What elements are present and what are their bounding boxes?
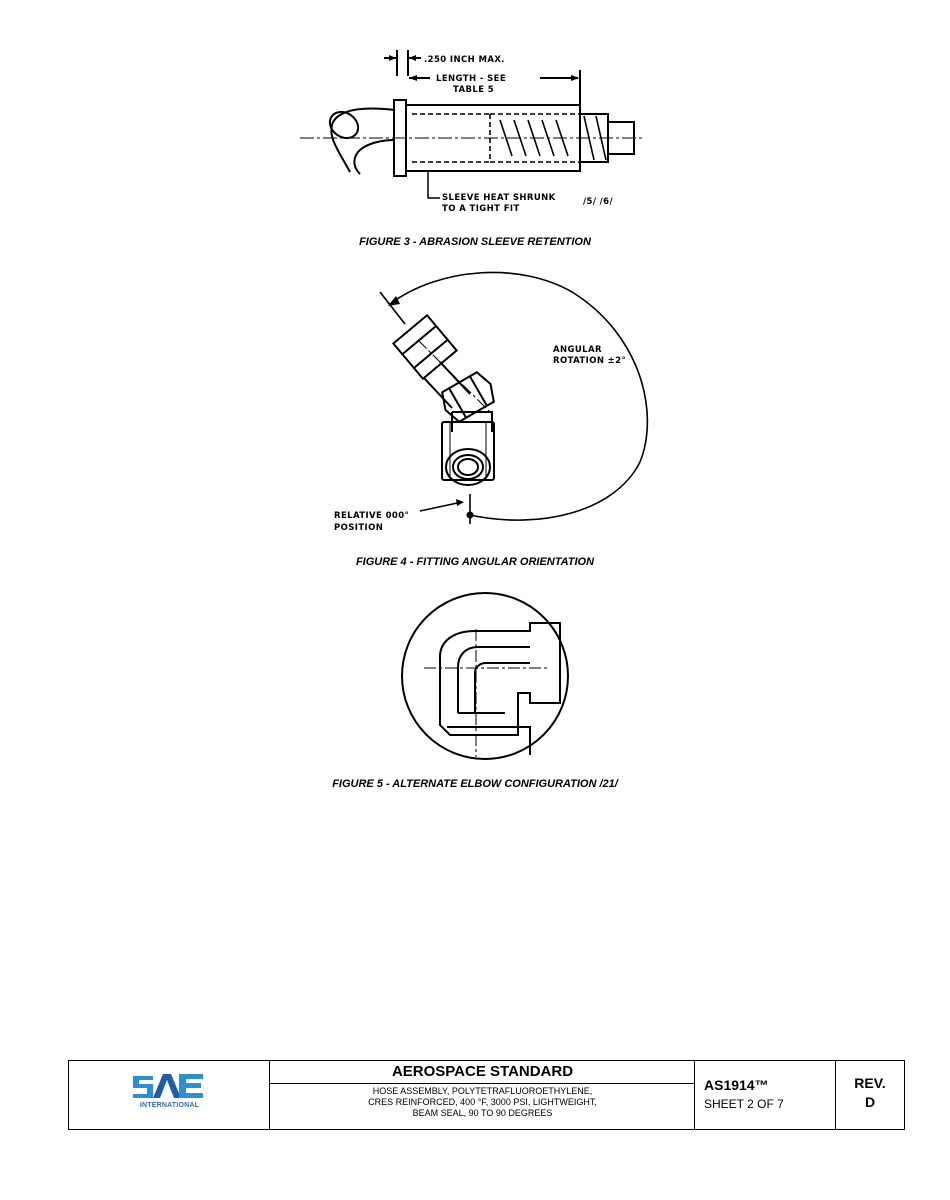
relative-label-line2: POSITION [334, 523, 384, 533]
title-block [68, 1060, 905, 1130]
document-cell [695, 1061, 836, 1129]
revision-value: D [864, 1094, 876, 1110]
sleeve-note-line1: SLEEVE HEAT SHRUNK [442, 193, 556, 203]
figure-5-caption: FIGURE 5 - ALTERNATE ELBOW CONFIGURATION /21/ [332, 778, 618, 790]
dim-max-label: .250 INCH MAX. [424, 55, 505, 65]
relative-label-line1: RELATIVE 000° [334, 511, 410, 521]
flag-notes: /5/ /6/ [583, 197, 614, 207]
table-ref-label: TABLE 5 [453, 85, 495, 95]
revision-cell [836, 1061, 904, 1129]
angular-label-line1: ANGULAR [553, 345, 602, 355]
figure-3-drawing [0, 40, 950, 230]
title-cell [270, 1061, 695, 1129]
description-line-1: HOSE ASSEMBLY, POLYTETRAFLUOROETHYLENE, [372, 1086, 593, 1096]
logo-cell [69, 1061, 270, 1129]
angular-label-line2: ROTATION ±2° [553, 356, 627, 366]
length-label: LENGTH - SEE [436, 74, 507, 84]
figure-4-caption: FIGURE 4 - FITTING ANGULAR ORIENTATION [355, 556, 595, 568]
standard-description [270, 1086, 695, 1119]
sae-logo [131, 1070, 209, 1102]
revision-label: REV. [854, 1075, 886, 1091]
figure-5-drawing [0, 585, 950, 765]
sheet-number: SHEET 2 OF 7 [704, 1097, 784, 1111]
sleeve-note-line2: TO A TIGHT FIT [442, 204, 520, 214]
figure-4-drawing [0, 262, 950, 552]
document-number: AS1914™ [704, 1077, 769, 1093]
figure-3-caption: FIGURE 3 - ABRASION SLEEVE RETENTION [359, 236, 591, 248]
standard-title: AEROSPACE STANDARD [270, 1061, 695, 1084]
description-line-2: CRES REINFORCED, 400 °F, 3000 PSI, LIGHTWEIGHT, [368, 1097, 597, 1107]
description-line-3: BEAM SEAL, 90 TO 90 DEGREES [412, 1108, 553, 1118]
logo-subtext: INTERNATIONAL [139, 1102, 200, 1109]
